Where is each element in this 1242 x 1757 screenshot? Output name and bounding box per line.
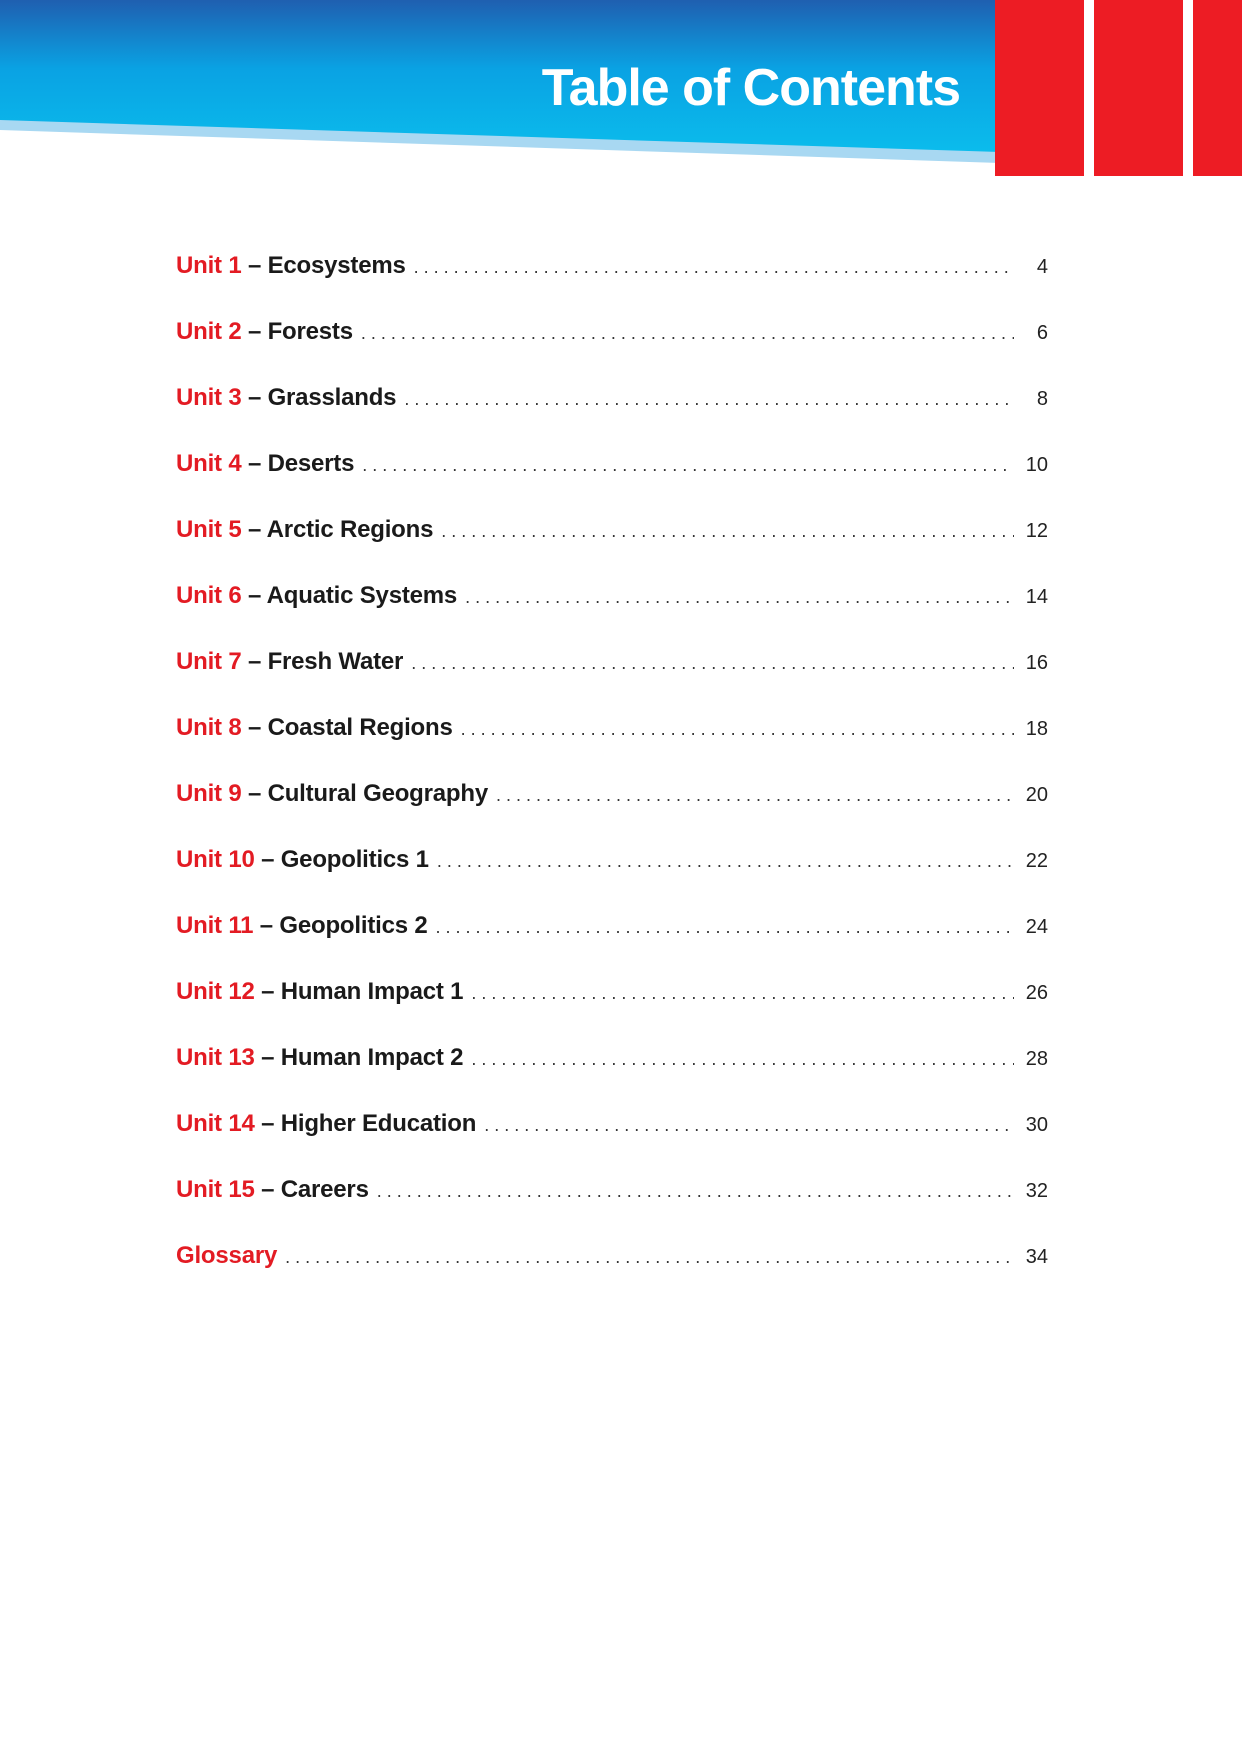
toc-entry[interactable] [176, 912, 1048, 978]
unit-separator: – [247, 252, 262, 279]
page-number: 30 [1025, 1114, 1048, 1136]
page-number: 26 [1025, 982, 1048, 1004]
dot-leader [471, 1049, 1014, 1070]
unit-number: Unit 1 [176, 252, 242, 279]
unit-separator: – [247, 714, 262, 741]
toc-entry[interactable] [176, 1242, 1048, 1308]
toc-entry-heading [176, 582, 457, 610]
unit-separator: – [247, 318, 262, 345]
unit-separator: – [259, 912, 273, 939]
dot-leader [404, 389, 1014, 410]
dot-leader [465, 587, 1014, 608]
page-number: 18 [1025, 718, 1048, 740]
page-number: 8 [1036, 388, 1048, 410]
unit-title: Deserts [267, 450, 355, 477]
toc-entry-heading [176, 516, 433, 544]
unit-separator: – [261, 978, 275, 1005]
unit-number: Unit 14 [176, 1110, 255, 1137]
dot-leader [437, 851, 1014, 872]
unit-number: Unit 15 [176, 1176, 255, 1203]
toc-list [176, 252, 1048, 1308]
toc-entry-heading [176, 252, 406, 280]
toc-entry-heading [176, 1242, 277, 1270]
dot-leader [362, 455, 1014, 476]
toc-entry-heading [176, 714, 453, 742]
page-number: 20 [1025, 784, 1048, 806]
toc-entry[interactable] [176, 1044, 1048, 1110]
unit-number: Unit 3 [176, 384, 242, 411]
toc-entry-heading [176, 648, 403, 676]
page-number: 10 [1025, 454, 1048, 476]
toc-entry[interactable] [176, 384, 1048, 450]
unit-number: Unit 6 [176, 582, 242, 609]
unit-title: Higher Education [280, 1110, 477, 1137]
unit-separator: – [261, 1176, 275, 1203]
unit-title: Human Impact 2 [280, 1044, 464, 1071]
unit-number: Unit 7 [176, 648, 242, 675]
unit-number: Unit 12 [176, 978, 255, 1005]
toc-entry[interactable] [176, 1110, 1048, 1176]
dot-leader [461, 719, 1014, 740]
unit-title: Ecosystems [267, 252, 406, 279]
toc-entry-heading [176, 1044, 463, 1072]
dot-leader [411, 653, 1014, 674]
toc-entry-heading [176, 1176, 369, 1204]
unit-number: Unit 9 [176, 780, 242, 807]
toc-entry[interactable] [176, 714, 1048, 780]
unit-number: Unit 10 [176, 846, 255, 873]
unit-separator: – [247, 516, 262, 543]
unit-separator: – [247, 384, 262, 411]
toc-entry-heading [176, 846, 429, 874]
toc-entry[interactable] [176, 582, 1048, 648]
toc-entry[interactable] [176, 516, 1048, 582]
page-number: 16 [1025, 652, 1048, 674]
page-number: 14 [1025, 586, 1048, 608]
unit-separator: – [261, 1110, 275, 1137]
toc-entry-heading [176, 318, 353, 346]
page-number: 12 [1025, 520, 1048, 542]
unit-separator: – [261, 1044, 275, 1071]
toc-entry-heading [176, 978, 463, 1006]
toc-entry[interactable] [176, 846, 1048, 912]
dot-leader [471, 983, 1014, 1004]
unit-number: Unit 5 [176, 516, 242, 543]
unit-title: Cultural Geography [267, 780, 488, 807]
unit-title: Grasslands [267, 384, 397, 411]
dot-leader [441, 521, 1014, 542]
unit-title: Careers [280, 1176, 369, 1203]
page-number: 28 [1025, 1048, 1048, 1070]
dot-leader [361, 323, 1014, 344]
page-number: 24 [1025, 916, 1048, 938]
toc-entry[interactable] [176, 450, 1048, 516]
dot-leader [496, 785, 1014, 806]
toc-entry-heading [176, 450, 354, 478]
page-title: Table of Contents [541, 59, 960, 117]
unit-title: Coastal Regions [267, 714, 453, 741]
toc-entry[interactable] [176, 318, 1048, 384]
unit-title: Human Impact 1 [280, 978, 464, 1005]
toc-entry[interactable] [176, 648, 1048, 714]
unit-separator: – [247, 648, 262, 675]
page-number: 6 [1036, 322, 1048, 344]
dot-leader [377, 1181, 1014, 1202]
page-number: 4 [1036, 256, 1048, 278]
unit-number: Unit 13 [176, 1044, 255, 1071]
page-number: 22 [1025, 850, 1048, 872]
dot-leader [414, 257, 1014, 278]
unit-separator: – [247, 780, 262, 807]
red-stripe-2 [1094, 0, 1183, 176]
toc-entry[interactable] [176, 1176, 1048, 1242]
unit-number: Glossary [176, 1242, 278, 1269]
unit-number: Unit 2 [176, 318, 242, 345]
dot-leader [484, 1115, 1014, 1136]
toc-entry[interactable] [176, 252, 1048, 318]
dot-leader [285, 1247, 1014, 1268]
unit-title: Arctic Regions [266, 516, 434, 543]
toc-entry-heading [176, 780, 488, 808]
toc-entry-heading [176, 912, 428, 940]
unit-separator: – [261, 846, 275, 873]
unit-number: Unit 8 [176, 714, 242, 741]
header-banner [0, 0, 1242, 190]
toc-entry-heading [176, 1110, 476, 1138]
unit-title: Geopolitics 2 [279, 912, 428, 939]
dot-leader [436, 917, 1015, 938]
unit-title: Forests [267, 318, 353, 345]
page-number: 34 [1025, 1246, 1048, 1268]
unit-separator: – [247, 582, 262, 609]
unit-title: Geopolitics 1 [280, 846, 429, 873]
toc-entry[interactable] [176, 780, 1048, 846]
red-stripe-3 [1193, 0, 1242, 176]
red-stripe-1 [995, 0, 1084, 176]
unit-title: Aquatic Systems [266, 582, 458, 609]
toc-entry-heading [176, 384, 396, 412]
unit-number: Unit 4 [176, 450, 242, 477]
page-number: 32 [1025, 1180, 1048, 1202]
unit-separator: – [247, 450, 262, 477]
unit-number: Unit 11 [176, 912, 254, 939]
toc-entry[interactable] [176, 978, 1048, 1044]
unit-title: Fresh Water [267, 648, 404, 675]
